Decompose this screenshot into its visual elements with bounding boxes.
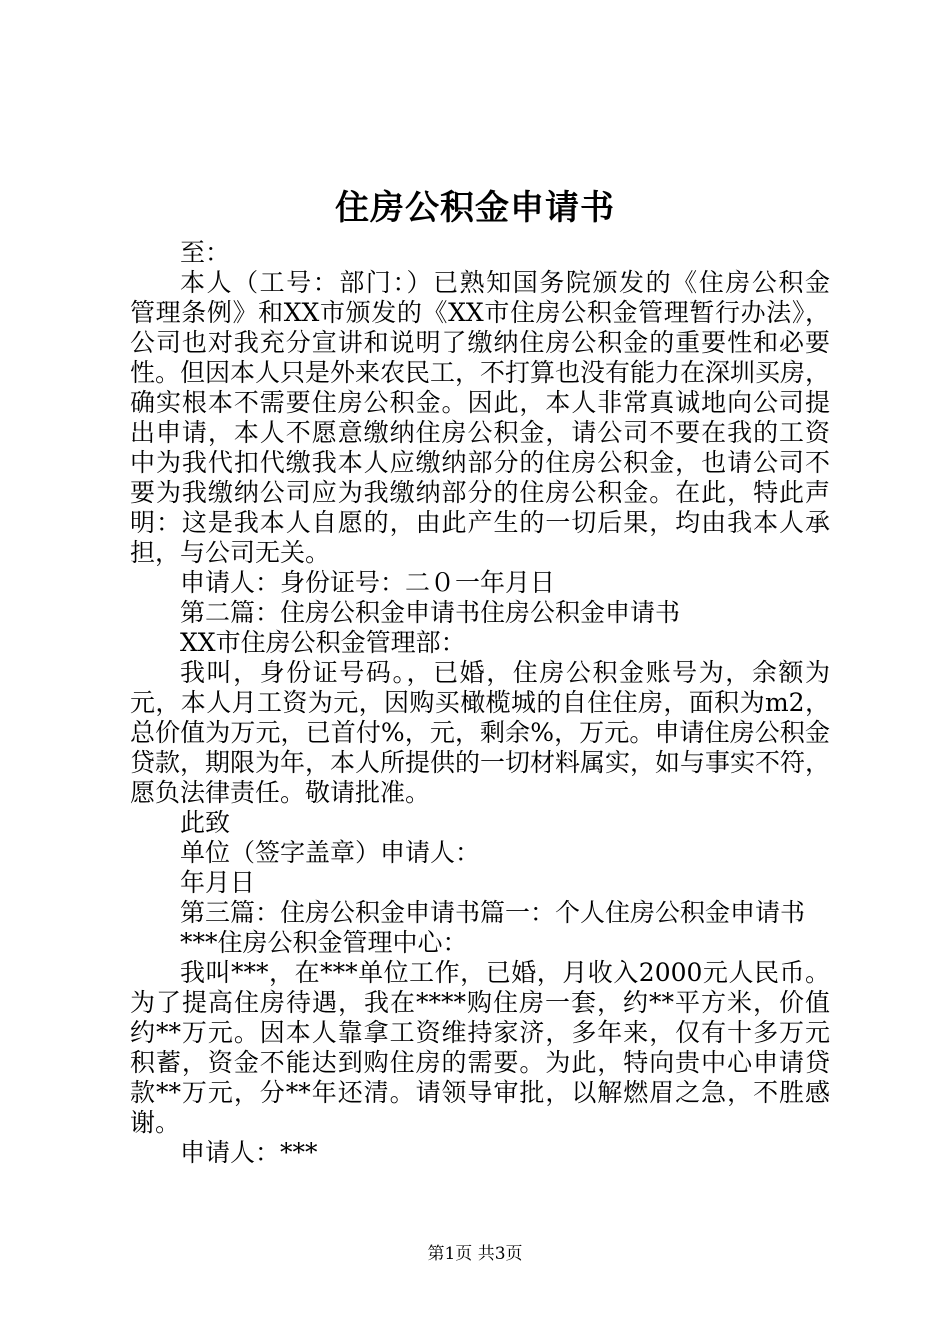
document-body	[130, 238, 830, 1168]
closing-line: 此致	[180, 808, 231, 837]
paragraph-line: 贷款，期限为年，本人所提供的一切材料属实，如与事实不符，	[130, 748, 830, 777]
signature-line: 单位（签字盖章）申请人：	[180, 838, 481, 867]
paragraph-line: 我叫***，在***单位工作，已婚，月收入2000元人民币。	[180, 958, 830, 987]
section-heading: 第二篇：住房公积金申请书住房公积金申请书	[180, 598, 681, 627]
document-title: 住房公积金申请书	[335, 188, 615, 228]
paragraph-line: 元，本人月工资为元，因购买橄榄城的自住住房，面积为m2，	[130, 688, 830, 717]
paragraph-line: 愿负法律责任。敬请批准。	[130, 778, 431, 807]
paragraph-line: 确实根本不需要住房公积金。因此，本人非常真诚地向公司提	[130, 388, 830, 417]
salutation-line: 至：	[180, 238, 231, 267]
paragraph-line: 积蓄，资金不能达到购住房的需要。为此，特向贵中心申请贷	[130, 1048, 830, 1077]
page-footer: 第1页 共3页	[427, 1244, 523, 1264]
paragraph-line: 谢。	[130, 1108, 181, 1137]
applicant-line: 申请人：***	[180, 1138, 318, 1167]
paragraph-line: 为了提高住房待遇，我在****购住房一套，约**平方米，价值	[130, 988, 830, 1017]
paragraph-line: 中为我代扣代缴我本人应缴纳部分的住房公积金，也请公司不	[130, 448, 830, 477]
paragraph-line: 款**万元，分**年还清。请领导审批，以解燃眉之急，不胜感	[130, 1078, 830, 1107]
addressee-line: ***住房公积金管理中心：	[180, 928, 468, 957]
date-line: 年月日	[180, 868, 256, 897]
paragraph-line: 性。但因本人只是外来农民工，不打算也没有能力在深圳买房，	[130, 358, 830, 387]
applicant-line: 申请人：身份证号：二０一年月日	[180, 568, 556, 597]
paragraph-line: 要为我缴纳公司应为我缴纳部分的住房公积金。在此，特此声	[130, 478, 830, 507]
section-heading: 第三篇：住房公积金申请书篇一：个人住房公积金申请书	[180, 898, 806, 927]
paragraph-line: 公司也对我充分宣讲和说明了缴纳住房公积金的重要性和必要	[130, 328, 830, 357]
paragraph-line: 出申请，本人不愿意缴纳住房公积金，请公司不要在我的工资	[130, 418, 830, 447]
paragraph-line: 本人（工号：部门：）已熟知国务院颁发的《住房公积金	[180, 268, 830, 297]
paragraph-line: 我叫，身份证号码。，已婚，住房公积金账号为，余额为	[180, 658, 830, 687]
paragraph-line: 约**万元。因本人靠拿工资维持家济，多年来，仅有十多万元	[130, 1018, 830, 1047]
paragraph-line: 管理条例》和XX市颁发的《XX市住房公积金管理暂行办法》，	[130, 298, 830, 327]
paragraph-line: 担，与公司无关。	[130, 538, 331, 567]
paragraph-line: 明：这是我本人自愿的，由此产生的一切后果，均由我本人承	[130, 508, 830, 537]
addressee-line: XX市住房公积金管理部：	[180, 628, 466, 657]
paragraph-line: 总价值为万元，已首付%，元，剩余%，万元。申请住房公积金	[130, 718, 830, 747]
